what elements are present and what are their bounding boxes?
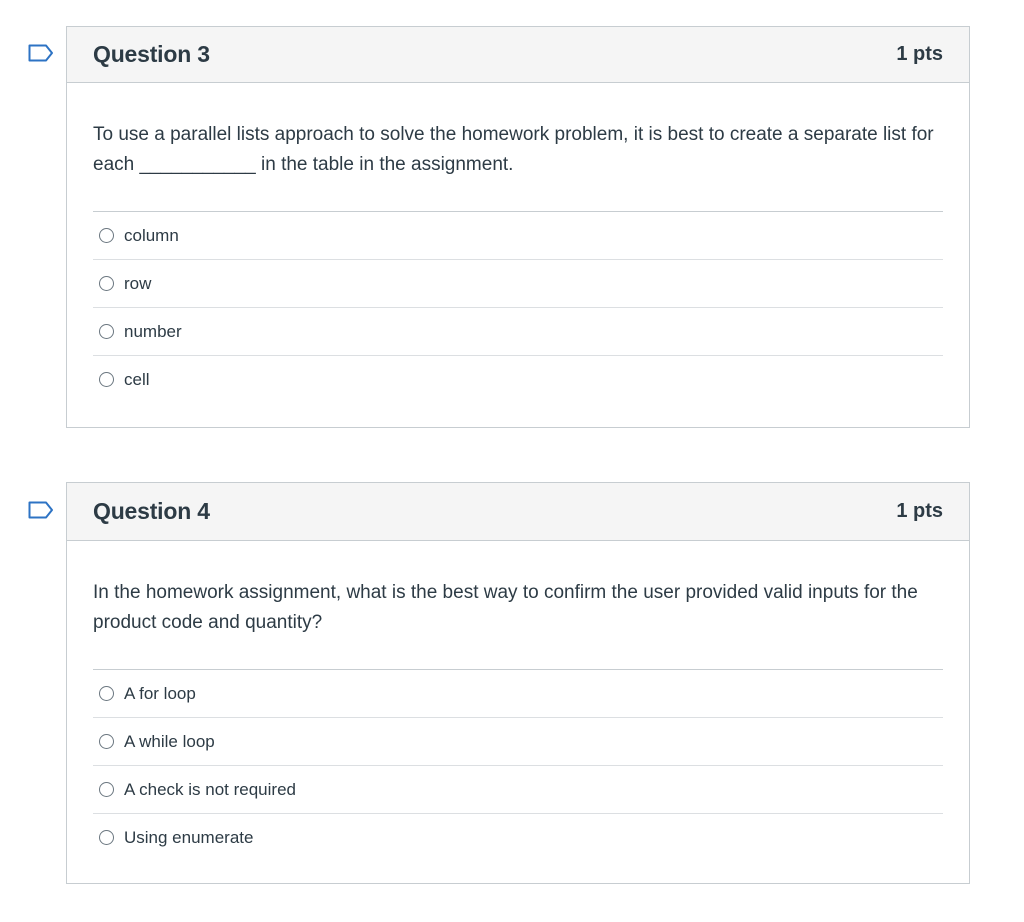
question-body xyxy=(67,541,969,861)
question-body xyxy=(67,83,969,403)
question-text: In the homework assignment, what is the best way to confirm the user provided valid inputs for the product code and quantity? xyxy=(93,582,918,633)
answer-option[interactable] xyxy=(93,212,943,260)
question-header xyxy=(67,483,969,541)
radio-unchecked-icon[interactable] xyxy=(99,734,114,749)
question-blank: ___________ xyxy=(139,154,256,175)
question-text xyxy=(93,83,943,211)
question-title: Question 3 xyxy=(93,41,210,67)
answer-label[interactable]: column xyxy=(124,225,179,245)
answer-list xyxy=(93,211,943,403)
answer-option[interactable] xyxy=(93,718,943,766)
question-text-after-blank: in the table in the assignment. xyxy=(261,154,514,175)
radio-unchecked-icon[interactable] xyxy=(99,686,114,701)
answer-label[interactable]: cell xyxy=(124,369,150,389)
answer-option[interactable] xyxy=(93,766,943,814)
answer-label[interactable]: A check is not required xyxy=(124,779,296,799)
answer-option[interactable] xyxy=(93,670,943,718)
radio-unchecked-icon[interactable] xyxy=(99,324,114,339)
radio-unchecked-icon[interactable] xyxy=(99,782,114,797)
flag-question-icon[interactable] xyxy=(28,501,54,519)
answer-label[interactable]: row xyxy=(124,273,152,293)
answer-list xyxy=(93,669,943,861)
answer-label[interactable]: A for loop xyxy=(124,683,196,703)
question-points: 1 pts xyxy=(896,43,943,65)
question-title: Question 4 xyxy=(93,498,210,524)
answer-option[interactable] xyxy=(93,260,943,308)
flag-question-icon[interactable] xyxy=(28,44,54,62)
answer-option[interactable] xyxy=(93,308,943,356)
question-text-before-blank: To use a parallel lists approach to solve the homework problem, it is best to create a separate list for each xyxy=(93,124,934,175)
question-points: 1 pts xyxy=(896,500,943,522)
question-card-4 xyxy=(66,482,970,884)
radio-unchecked-icon[interactable] xyxy=(99,372,114,387)
radio-unchecked-icon[interactable] xyxy=(99,830,114,845)
answer-option[interactable] xyxy=(93,356,943,403)
answer-label[interactable]: A while loop xyxy=(124,731,215,751)
question-card-3 xyxy=(66,26,970,428)
answer-label[interactable]: Using enumerate xyxy=(124,827,254,847)
answer-label[interactable]: number xyxy=(124,321,182,341)
answer-option[interactable] xyxy=(93,814,943,861)
radio-unchecked-icon[interactable] xyxy=(99,276,114,291)
radio-unchecked-icon[interactable] xyxy=(99,228,114,243)
question-header xyxy=(67,27,969,83)
